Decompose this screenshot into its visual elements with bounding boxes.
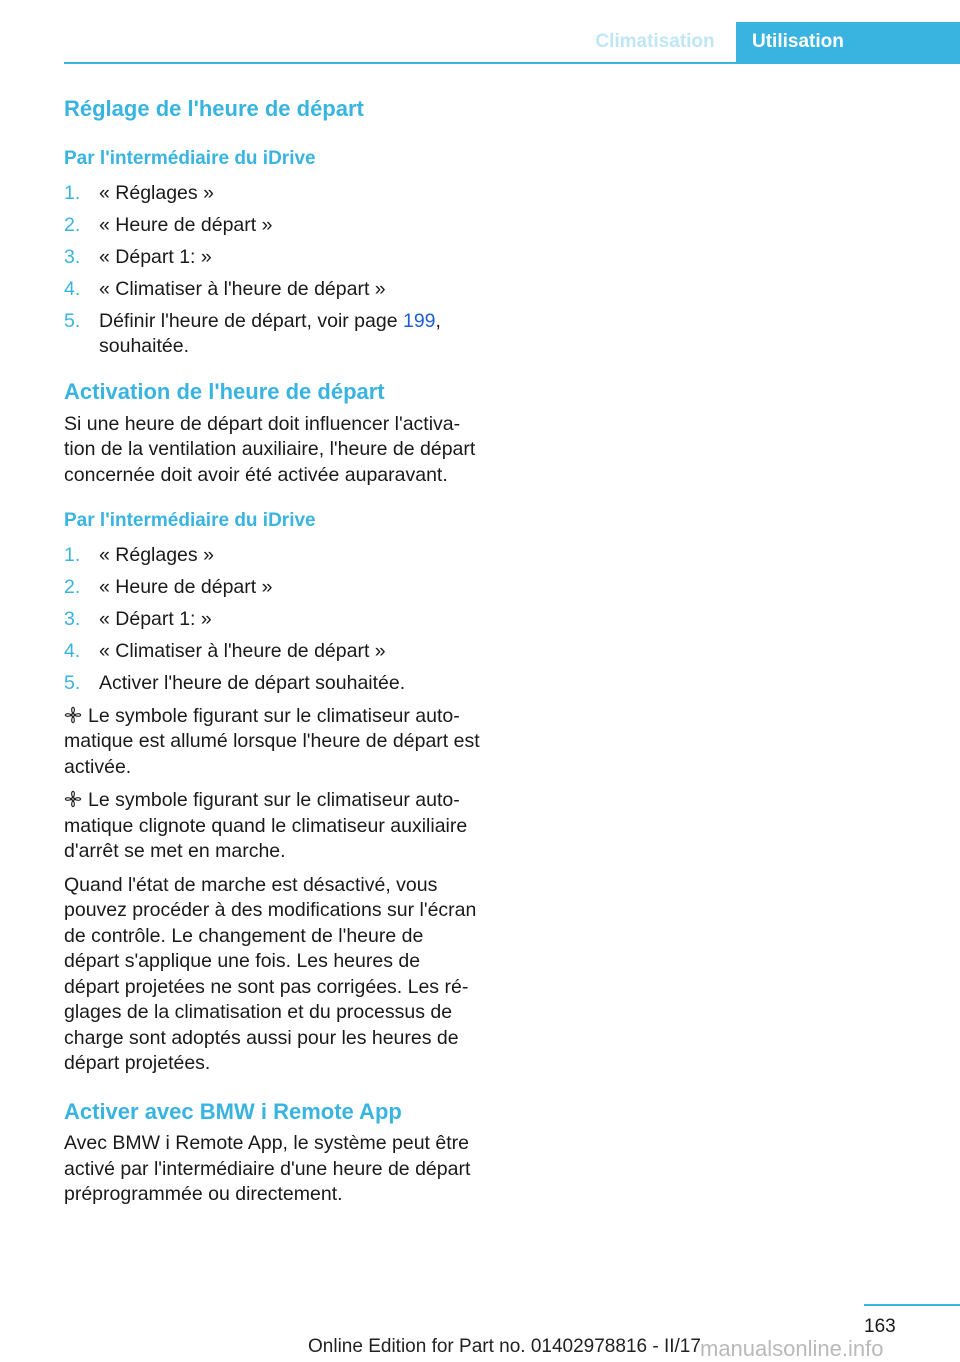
subtitle-idrive: Par l'intermédiaire du iDrive — [64, 148, 316, 170]
list-item — [64, 575, 480, 600]
step-number: 1. — [64, 182, 81, 205]
subtitle-idrive-2: Par l'intermédiaire du iDrive — [64, 510, 316, 532]
step-text-after: , souhaitée. — [99, 310, 441, 358]
step-text: « Réglages » — [99, 182, 214, 205]
section-title-remote-app: Activer avec BMW i Remote App — [64, 1098, 402, 1124]
steps-list-2 — [64, 543, 480, 696]
list-item — [64, 607, 480, 632]
section-title-depart-time: Réglage de l'heure de départ — [64, 96, 364, 121]
step-text: « Heure de départ » — [99, 214, 273, 237]
step-text: « Heure de départ » — [99, 575, 273, 598]
step-number: 1. — [64, 543, 81, 566]
note-symbol-lit — [64, 704, 480, 781]
note-text: Le symbole figurant sur le climatiseur automatique clignote quand le climatiseur auxiliaire d'arrêt se met en marche. — [64, 789, 468, 863]
page-number-rule — [864, 1304, 960, 1306]
section-title-activation: Activation de l'heure de départ — [64, 379, 385, 405]
step-number: 3. — [64, 246, 81, 269]
list-item — [64, 181, 480, 206]
note-text: Le symbole figurant sur le climatiseur automatique est allumé lorsque l'heure de départ est activée. — [64, 704, 480, 778]
edition-text: Online Edition for Part no. 01402978816 - II/17 — [308, 1336, 701, 1357]
chapter-tab: Climatisation — [595, 31, 715, 52]
steps-list-1 — [64, 181, 480, 359]
list-item — [64, 543, 480, 568]
step-number: 3. — [64, 607, 81, 630]
section-tab: Utilisation — [736, 22, 960, 62]
list-item — [64, 213, 480, 238]
fan-icon — [64, 706, 82, 724]
step-text: Définir l'heure de départ, voir page — [99, 310, 403, 333]
step-text: « Climatiser à l'heure de départ » — [99, 639, 386, 662]
page-link[interactable]: 199 — [402, 310, 436, 333]
page-header — [0, 0, 960, 64]
step-text: « Climatiser à l'heure de départ » — [99, 278, 386, 301]
fan-icon — [64, 790, 82, 808]
step-number: 4. — [64, 278, 81, 301]
list-item — [64, 277, 480, 302]
activation-intro: Si une heure de départ doit influencer l'activation de la ventilation auxiliaire, l'heure de départ concernée doit avoir été activée auparavant. — [64, 412, 476, 486]
note-symbol-blinks — [64, 788, 480, 865]
state-paragraph: Quand l'état de marche est désactivé, vous pouvez procéder à des modifications sur l'écran de contrôle. Le changement de l'heure de départ s'applique une fois. Les heures de départ projetées ne sont pas corrigées. Les réglages de la climatisation et du processus de charge sont adoptés aussi pour les heures de départ projetées. — [64, 873, 477, 1075]
step-text: « Réglages » — [99, 543, 214, 566]
step-text: « Départ 1: » — [99, 607, 212, 630]
list-item — [64, 639, 480, 664]
remote-app-text: Avec BMW i Remote App, le système peut être activé par l'intermédiaire d'une heure de départ préprogrammée ou directement. — [64, 1132, 471, 1206]
list-item — [64, 245, 480, 270]
step-number: 5. — [64, 310, 81, 333]
step-number: 5. — [64, 671, 81, 694]
list-item — [64, 309, 480, 359]
page-number: 163 — [864, 1316, 896, 1337]
step-text: « Départ 1: » — [99, 246, 212, 269]
list-item — [64, 671, 480, 696]
step-text: Activer l'heure de départ souhaitée. — [99, 671, 406, 694]
header-rule — [64, 62, 960, 64]
watermark: manualsonline.info — [700, 1336, 884, 1361]
step-number: 2. — [64, 575, 81, 598]
step-number: 2. — [64, 214, 81, 237]
step-number: 4. — [64, 639, 81, 662]
page-content — [64, 96, 480, 1208]
